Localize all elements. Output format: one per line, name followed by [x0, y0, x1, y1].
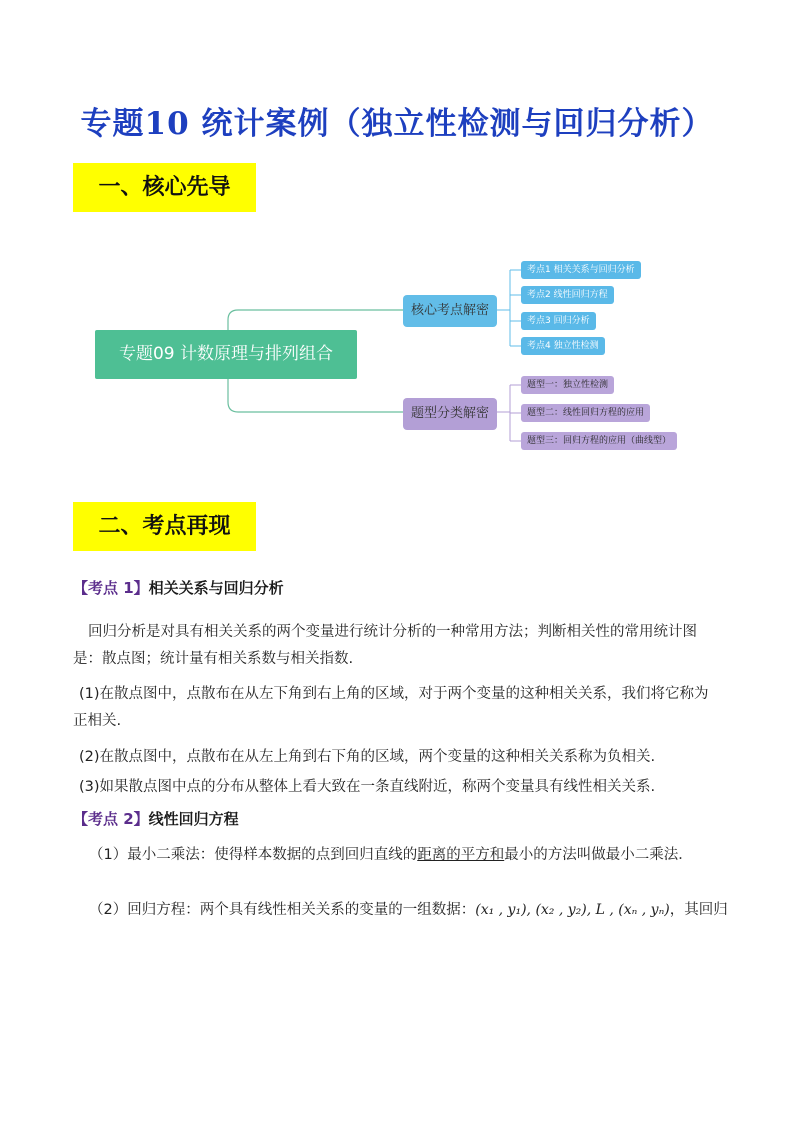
- kp1-paragraph-1: 回归分析是对具有相关关系的两个变量进行统计分析的一种常用方法；判断相关性的常用统计图是：散点图；统计量有相关系数与相关指数.: [73, 624, 697, 667]
- kp2-heading: [73, 808, 239, 829]
- mind-map-leaf: 题型二：线性回归方程的应用: [521, 404, 650, 422]
- kp1-title: 相关关系与回归分析: [148, 579, 284, 597]
- kp1-bracket: 【考点 1】: [73, 579, 149, 597]
- kp1-paragraph-3: (2)在散点图中，点散布在从左上角到右下角的区域，两个变量的这种相关关系称为负相关.: [79, 749, 656, 765]
- kp2-p2-text-a: （2）回归方程：两个具有线性相关关系的变量的一组数据：: [89, 902, 476, 918]
- mind-map-leaf: 题型一：独立性检测: [521, 376, 614, 394]
- kp2-p1-text-a: （1）最小二乘法：使得样本数据的点到回归直线的: [89, 847, 418, 863]
- mind-map-branch-types: 题型分类解密: [403, 398, 497, 430]
- section-heading-review: 二、考点再现: [73, 502, 256, 551]
- mind-map-leaf: 考点1 相关关系与回归分析: [521, 261, 641, 279]
- kp2-bracket: 【考点 2】: [73, 810, 149, 828]
- mind-map-leaf: 考点3 回归分析: [521, 312, 596, 330]
- kp2-p2-text-b: ，其回归: [669, 902, 728, 918]
- mind-map-leaf: 考点4 独立性检测: [521, 337, 605, 355]
- mind-map-root: 专题09 计数原理与排列组合: [95, 330, 357, 379]
- mind-map-leaf: 题型三：回归方程的应用（曲线型）: [521, 432, 677, 450]
- kp2-title: 线性回归方程: [148, 810, 239, 828]
- page-title: 专题10 统计案例（独立性检测与回归分析）: [80, 106, 714, 142]
- mind-map-branch-core: 核心考点解密: [403, 295, 497, 327]
- kp2-p1-underlined: 距离的平方和: [417, 847, 505, 863]
- kp2-paragraph-1: [89, 842, 737, 869]
- kp2-paragraph-2: [89, 897, 749, 924]
- mind-map-leaf: 考点2 线性回归方程: [521, 286, 614, 304]
- kp2-p2-math: (x₁ , y₁), (x₂ , y₂), L , (xₙ , yₙ): [475, 902, 670, 918]
- section-heading-core: 一、核心先导: [73, 163, 256, 212]
- kp1-paragraph-4: (3)如果散点图中点的分布从整体上看大致在一条直线附近，称两个变量具有线性相关关系.: [79, 779, 656, 795]
- mind-map: [0, 250, 794, 460]
- kp1-heading: [73, 577, 284, 598]
- kp2-p1-text-b: 最小的方法叫做最小二乘法．: [504, 847, 693, 863]
- kp1-paragraph-2: (1)在散点图中，点散布在从左下角到右上角的区域，对于两个变量的这种相关关系，我们将它称为正相关.: [73, 686, 709, 729]
